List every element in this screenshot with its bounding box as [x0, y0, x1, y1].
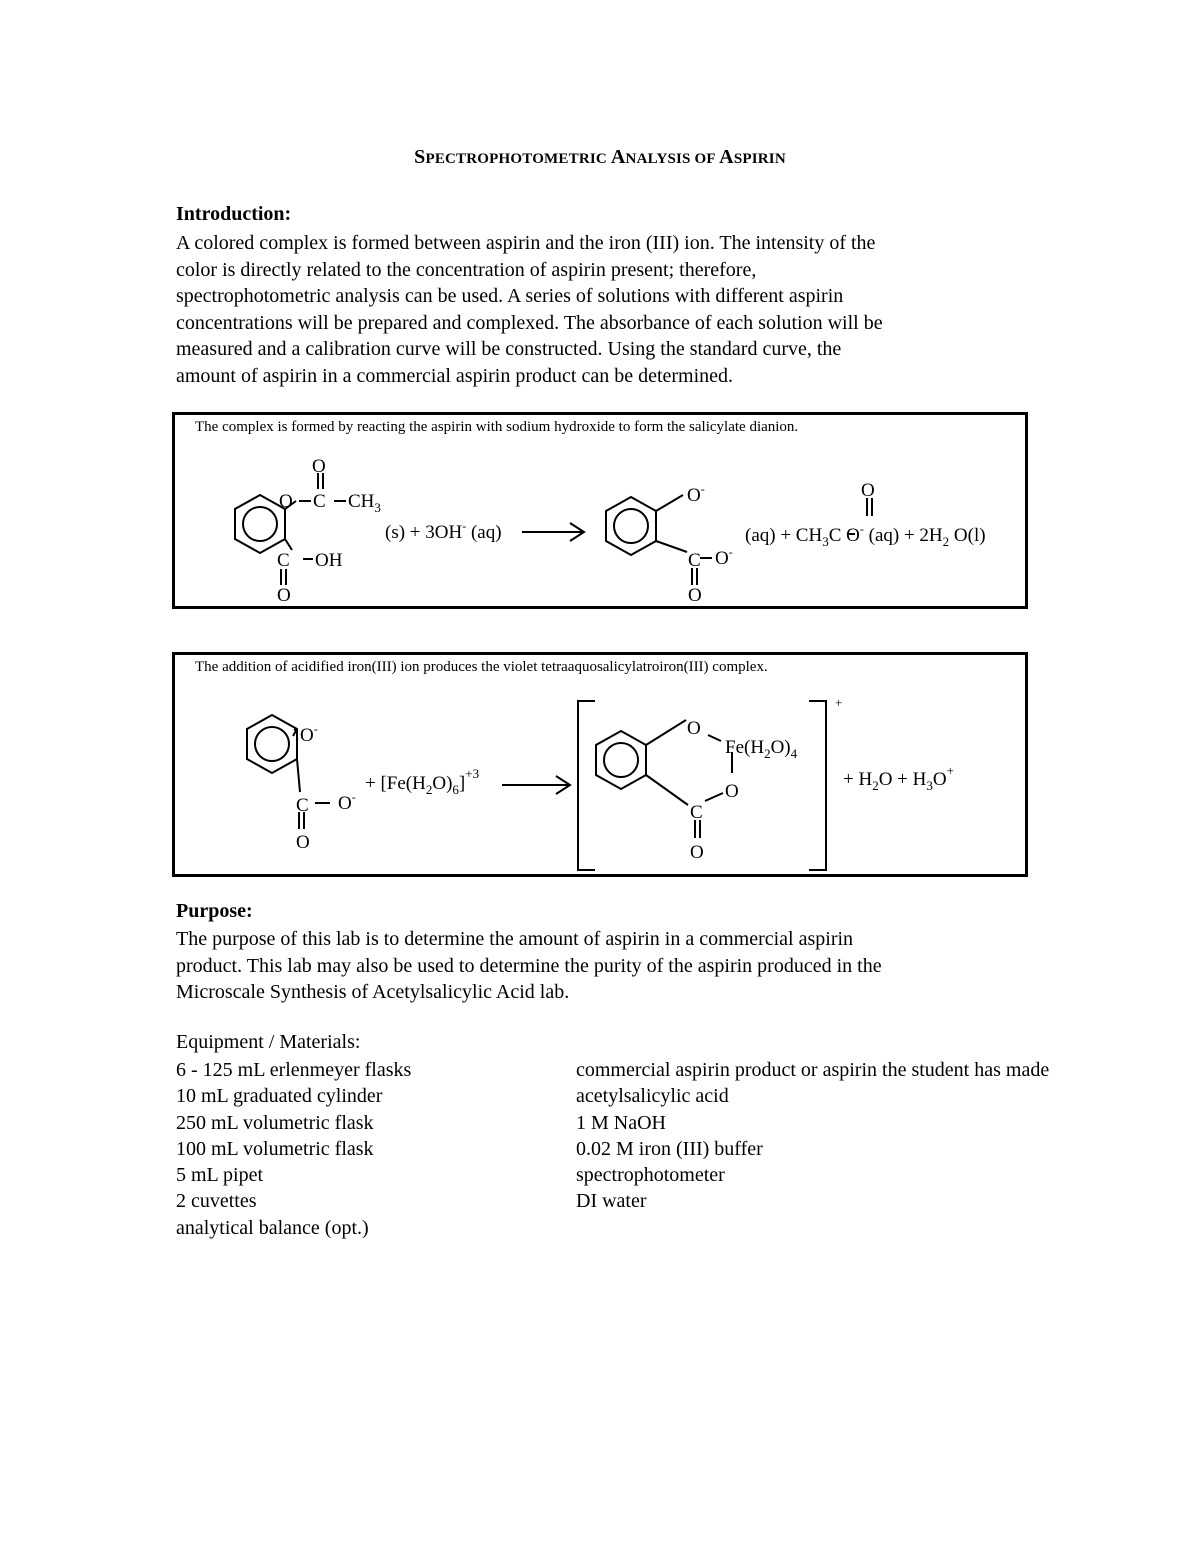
reaction-1-diagram [175, 415, 1025, 606]
list-item: acetylsalicylic acid [576, 1085, 729, 1108]
product-text: $(aq) + CH_3C$ O- $(aq) + 2H_2$ O(l) [745, 522, 986, 549]
list-item: DI water [576, 1190, 647, 1213]
reaction-1-caption: The complex is formed by reacting the aspirin with sodium hydroxide to form the salicylate dianion. [195, 419, 799, 435]
list-item: 0.02 M iron (III) buffer [576, 1137, 763, 1160]
introduction-heading: Introduction: [176, 203, 292, 225]
list-item: 100 mL volumetric flask [176, 1137, 374, 1160]
list-item: 10 mL graduated cylinder [176, 1085, 383, 1108]
title-part: A [719, 146, 734, 168]
title-part: SPIRIN [733, 151, 786, 167]
charge-label: + [835, 695, 843, 710]
oxygen-label: O [279, 491, 293, 512]
oxygen-label: O [296, 832, 310, 853]
title-part: PECTROPHOTOMETRIC [425, 151, 611, 167]
purpose-heading: Purpose: [176, 900, 253, 922]
list-item: spectrophotometer [576, 1164, 725, 1187]
product-text: + $H_2O + H_3O^+$ [843, 763, 954, 793]
title-part: A [610, 146, 626, 168]
oxygen-label: O [277, 585, 291, 606]
hydroxyl-label: OH [315, 550, 343, 571]
oxygen-label: O- [338, 790, 356, 814]
intro-line: A colored complex is formed between aspirin and the iron (III) ion. The intensity of the [176, 232, 876, 254]
oxygen-label: O- [300, 722, 318, 746]
reaction-box-2 [172, 652, 1028, 877]
introduction-paragraph [176, 230, 1076, 389]
list-item: commercial aspirin product or aspirin the student has made [576, 1059, 1050, 1081]
list-item: 250 mL volumetric flask [176, 1111, 374, 1134]
equipment-heading: Equipment / Materials: [176, 1031, 361, 1053]
reactant-text: (s) + 3OH- (aq) [385, 519, 502, 543]
title-part: S [414, 146, 426, 168]
reaction-2-diagram [175, 655, 1025, 874]
carbon-label: C [313, 491, 326, 512]
page-title [0, 146, 1200, 169]
intro-line: spectrophotometric analysis can be used. A series of solutions with different aspirin [176, 285, 844, 307]
list-item: 2 cuvettes [176, 1190, 257, 1213]
list-item: 5 mL pipet [176, 1164, 264, 1187]
list-item: 1 M NaOH [576, 1111, 666, 1134]
oxygen-label: O [687, 718, 701, 739]
reaction-box-1 [172, 412, 1028, 609]
oxygen-label: O- [715, 545, 733, 569]
carbon-label: C [277, 550, 290, 571]
purpose-line: Microscale Synthesis of Acetylsalicylic Acid lab. [176, 981, 570, 1003]
carbon-label: C [296, 795, 309, 816]
purpose-paragraph [176, 926, 1076, 1006]
oxygen-label: O [690, 842, 704, 863]
oxygen-label: O [312, 456, 326, 477]
oxygen-label: O- [687, 482, 705, 506]
intro-line: amount of aspirin in a commercial aspirin product can be determined. [176, 364, 734, 387]
oxygen-label: O [688, 585, 702, 606]
equipment-list-right [576, 1057, 1049, 1215]
list-item: analytical balance (opt.) [176, 1216, 369, 1239]
oxygen-label: O [725, 781, 739, 802]
purpose-line: product. This lab may also be used to determine the purity of the aspirin produced in the [176, 954, 882, 977]
intro-line: concentrations will be prepared and complexed. The absorbance of each solution will be [176, 311, 883, 334]
methyl-label: $CH_3$ [348, 491, 381, 515]
intro-line: color is directly related to the concentration of aspirin present; therefore, [176, 258, 757, 281]
oxygen-label: O [861, 480, 875, 501]
intro-line: measured and a calibration curve will be constructed. Using the standard curve, the [176, 338, 842, 360]
title-part: NALYSIS OF [625, 151, 720, 167]
carbon-label: C [690, 802, 703, 823]
carbon-label: C [688, 550, 701, 571]
purpose-line: The purpose of this lab is to determine the amount of aspirin in a commercial aspirin [176, 928, 854, 950]
reaction-2-caption: The addition of acidified iron(III) ion produces the violet tetraaquosalicylatroiron(III) complex. [195, 659, 768, 675]
equipment-list-left [176, 1057, 411, 1241]
list-item: 6 - 125 mL erlenmeyer flasks [176, 1059, 412, 1081]
iron-complex-label: $Fe(H_2O)_4$ [725, 737, 798, 761]
iron-reagent-text: + $[Fe(H_2O)_6]^{+3}$ [365, 766, 480, 797]
